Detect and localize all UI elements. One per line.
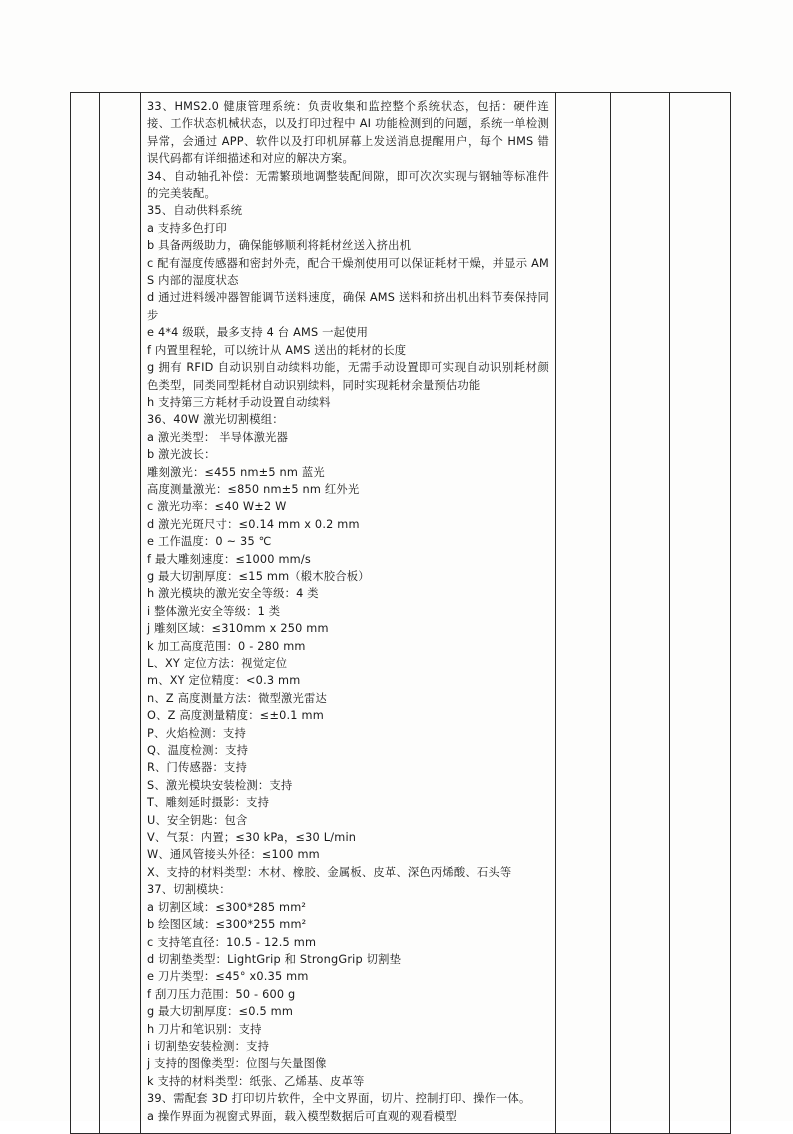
table-cell-index	[71, 93, 100, 1134]
spec-line: e 工作温度：0 ~ 35 ℃	[147, 535, 272, 549]
spec-line: h 激光模块的激光安全等级：4 类	[147, 587, 319, 601]
spec-line: b 激光波长：	[147, 448, 216, 462]
spec-line: f 刮刀压力范围：50 - 600 g	[147, 987, 296, 1001]
specification-table	[70, 92, 731, 1134]
spec-line: i 整体激光安全等级：1 类	[147, 604, 281, 618]
spec-line: V、气泵：内置；≤30 kPa，≤30 L/min	[147, 831, 357, 845]
spec-line: h 刀片和笔识别：支持	[147, 1022, 262, 1036]
spec-line: L、XY 定位方法：视觉定位	[147, 657, 288, 670]
spec-line: k 支持的材料类型：纸张、乙烯基、皮革等	[147, 1074, 365, 1088]
table-cell-category	[100, 93, 141, 1134]
specification-list	[147, 98, 549, 1125]
spec-line: 高度测量激光：≤850 nm±5 nm 红外光	[147, 482, 360, 496]
spec-line: a 支持多色打印	[147, 221, 227, 235]
spec-line: m、XY 定位精度：<0.3 mm	[147, 674, 301, 688]
spec-line: d 切割垫类型：LightGrip 和 StrongGrip 切割垫	[147, 952, 402, 966]
table-cell-quantity	[556, 93, 611, 1134]
spec-line: g 最大切割厚度：≤0.5 mm	[147, 1005, 294, 1019]
spec-line: 39、需配套 3D 打印切片软件，全中文界面，切片、控制打印、操作一体。	[147, 1092, 531, 1106]
spec-line: 雕刻激光：≤455 nm±5 nm 蓝光	[147, 465, 325, 479]
spec-line: k 加工高度范围：0 - 280 mm	[147, 639, 306, 653]
spec-line: 35、自动供料系统	[147, 204, 243, 218]
spec-line: S、激光模块安装检测：支持	[147, 778, 293, 792]
spec-line: n、Z 高度测量方法：微型激光雷达	[147, 691, 328, 705]
spec-line: 34、自动轴孔补偿：无需繁琐地调整装配间隙，即可次次实现与钢轴等标准件的完美装配。	[147, 169, 549, 201]
spec-line: f 最大雕刻速度：≤1000 mm/s	[147, 552, 311, 566]
table-cell-unit	[611, 93, 670, 1134]
spec-line: d 激光光斑尺寸：≤0.14 mm x 0.2 mm	[147, 517, 360, 531]
spec-line: g 最大切割厚度：≤15 mm（椴木胶合板）	[147, 569, 370, 583]
spec-line: e 刀片类型：≤45° x0.35 mm	[147, 970, 309, 984]
spec-line: U、安全钥匙：包含	[147, 813, 248, 827]
spec-line: a 激光类型： 半导体激光器	[147, 430, 289, 444]
spec-line: d 通过进料缓冲器智能调节送料速度，确保 AMS 送料和挤出机出料节奏保持同步	[147, 291, 549, 322]
spec-line: 37、切割模块：	[147, 883, 231, 897]
spec-line: b 绘图区域：≤300*255 mm²	[147, 918, 307, 932]
spec-line: e 4*4 级联，最多支持 4 台 AMS 一起使用	[147, 326, 369, 340]
spec-line: a 切割区域：≤300*285 mm²	[147, 900, 307, 914]
table-cell-remark	[670, 93, 731, 1134]
spec-line: R、门传感器：支持	[147, 761, 248, 775]
spec-line: j 雕刻区域：≤310mm x 250 mm	[147, 622, 329, 636]
table-row	[71, 93, 731, 1134]
spec-line: X、支持的材料类型：木材、橡胶、金属板、皮革、深色丙烯酸、石头等	[147, 865, 512, 879]
spec-line: j 支持的图像类型：位图与矢量图像	[147, 1057, 327, 1071]
spec-line: c 激光功率：≤40 W±2 W	[147, 500, 287, 514]
spec-line: 33、HMS2.0 健康管理系统：负责收集和监控整个系统状态，包括：硬件连接、工作状态机械状态，以及打印过程中 AI 功能检测到的问题，系统一单检测异常，会通过 APP、软件以及打印机屏幕上发送消息提醒用户，每个 HMS 错误代码都有详细描述和对应的解决方案。	[147, 100, 549, 166]
spec-line: P、火焰检测：支持	[147, 726, 246, 740]
spec-line: f 内置里程轮，可以统计从 AMS 送出的耗材的长度	[147, 343, 407, 357]
spec-line: c 支持笔直径：10.5 - 12.5 mm	[147, 935, 317, 949]
table-cell-specification	[141, 93, 556, 1134]
spec-line: a 操作界面为视窗式界面，载入模型数据后可直观的观看模型	[147, 1109, 457, 1123]
spec-line: Q、温度检测：支持	[147, 744, 249, 758]
spec-line: b 具备两级助力，确保能够顺利将耗材丝送入挤出机	[147, 239, 412, 253]
spec-line: g 拥有 RFID 自动识别自动续料功能，无需手动设置即可实现自动识别耗材颜色类型，同类同型耗材自动识别续料，同时实现耗材余量预估功能	[147, 361, 549, 392]
spec-line: c 配有湿度传感器和密封外壳，配合干燥剂使用可以保证耗材干燥，并显示 AMS 内部的湿度状态	[147, 256, 549, 288]
spec-line: h 支持第三方耗材手动设置自动续料	[147, 395, 331, 409]
spec-line: O、Z 高度测量精度：≤±0.1 mm	[147, 709, 324, 723]
spec-line: 36、40W 激光切割模组：	[147, 413, 284, 427]
spec-line: T、雕刻延时摄影：支持	[147, 796, 270, 810]
spec-line: W、通风管接头外径：≤100 mm	[147, 848, 320, 862]
spec-line: i 切割垫安装检测：支持	[147, 1039, 270, 1053]
